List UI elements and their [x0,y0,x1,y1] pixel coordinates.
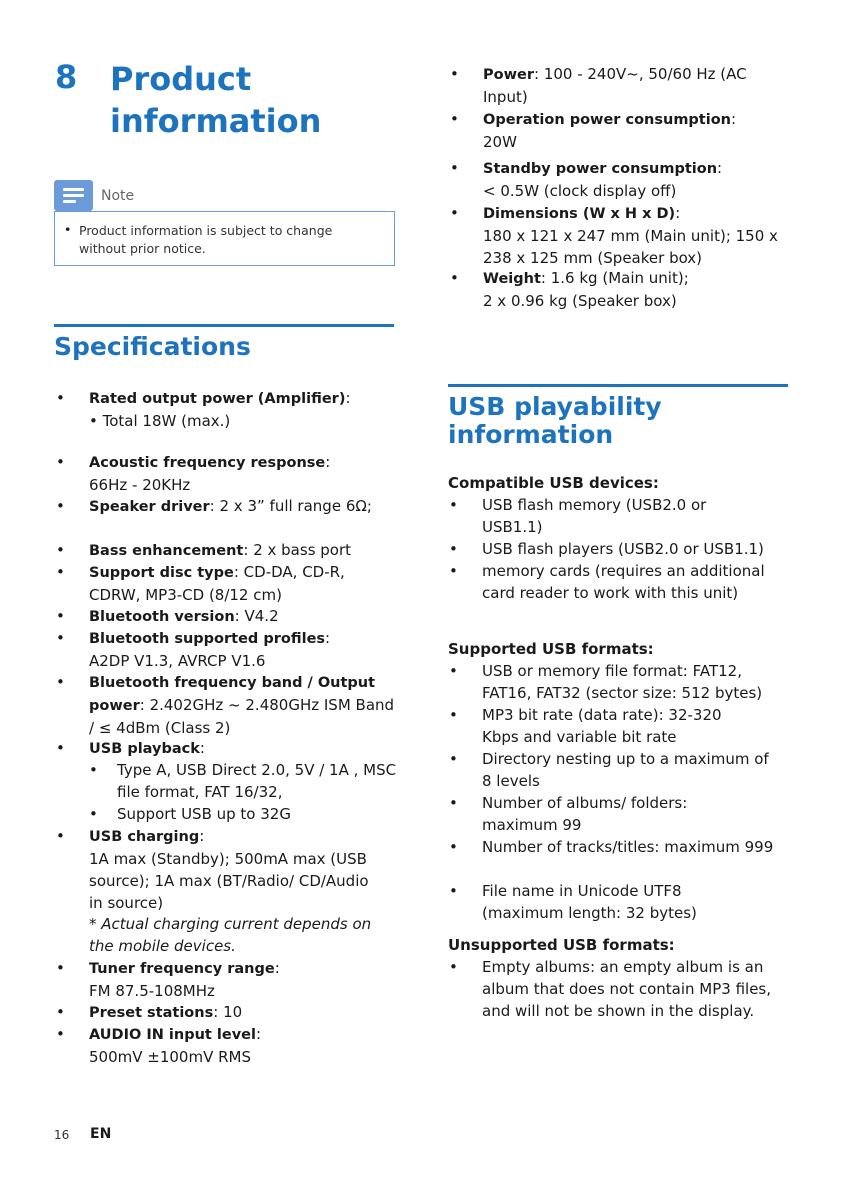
unsupported-item: • Empty albums: an empty album is an album that does not contain MP3 files, and will not be shown in the display. [449,958,772,1020]
spec-item: • Rated output power (Amplifier): • Total 18W (max.) [56,389,351,430]
spec-item: • Bluetooth frequency band / Output power: 2.402GHz ~ 2.480GHz ISM Band / ≤ 4dBm (Class 2) [56,673,395,737]
unsupported-title: Unsupported USB formats: [448,936,675,954]
compatible-item: • USB flash players (USB2.0 or USB1.1) [449,540,764,558]
note-label: Note [101,188,135,204]
supported-item: • MP3 bit rate (data rate): 32-320 Kbps and variable bit rate [449,706,722,746]
specifications-title: Specifications [54,332,251,361]
note-box [54,211,395,266]
spec-item: • USB charging: 1A max (Standby); 500mA max (USB source); 1A max (BT/Radio/ CD/Audio in source) [56,827,369,912]
chapter-title: Product information [110,60,322,140]
spec-item: • USB playback: [56,739,205,757]
right-spec-item: • Dimensions (W x H x D): 180 x 121 x 247 mm (Main unit); 150 x 238 x 125 mm (Speaker box) [450,204,778,267]
spec-item: • AUDIO IN input level: 500mV ±100mV RMS [56,1025,262,1066]
charging-note: * Actual charging current depends on the mobile devices. [89,915,372,955]
spec-item: • Bass enhancement: 2 x bass port [56,541,352,559]
right-spec-item: • Weight: 1.6 kg (Main unit); 2 x 0.96 kg (Speaker box) [450,269,689,310]
spec-item: • Support disc type: CD-DA, CD-R, CDRW, MP3-CD (8/12 cm) [56,563,345,604]
supported-item: • Number of tracks/titles: maximum 999 [449,838,774,856]
supported-item: • Directory nesting up to a maximum of 8 levels [449,750,769,790]
compatible-item: • USB flash memory (USB2.0 or USB1.1) [449,496,707,536]
supported-item: • Number of albums/ folders: maximum 99 [449,794,688,834]
usb-playback-subitem: • Support USB up to 32G [89,805,291,823]
note-text: Product information is subject to change without prior notice. [79,223,333,256]
right-spec-item: • Standby power consumption: < 0.5W (clock display off) [450,159,723,200]
right-spec-item: • Operation power consumption: 20W [450,110,737,151]
usb-rule [448,384,788,387]
page-language: EN [90,1126,112,1142]
usb-playback-subitem: • Type A, USB Direct 2.0, 5V / 1A , MSC file format, FAT 16/32, [89,761,397,801]
supported-title: Supported USB formats: [448,640,654,658]
chapter-number: 8 [55,58,78,96]
specifications-rule [54,324,394,327]
spec-item: • Tuner frequency range: FM 87.5-108MHz [56,959,280,1000]
page-number: 16 [54,1128,70,1142]
spec-item: • Bluetooth supported profiles: A2DP V1.3, AVRCP V1.6 [56,629,331,670]
spec-item: • Speaker driver: 2 x 3” full range 6Ω; [56,497,372,515]
compatible-title: Compatible USB devices: [448,474,659,492]
right-spec-item: • Power: 100 - 240V~, 50/60 Hz (AC Input) [450,65,747,106]
spec-item: • Preset stations: 10 [56,1003,243,1021]
spec-item: • Bluetooth version: V4.2 [56,607,279,625]
note-header [54,180,395,211]
spec-item: • Acoustic frequency response: 66Hz - 20KHz [56,453,331,494]
note-icon [54,180,93,211]
usb-title: USB playability information [448,392,662,449]
note-bullet: • [64,222,72,237]
supported-item: • USB or memory file format: FAT12, FAT16, FAT32 (sector size: 512 bytes) [449,662,763,702]
supported-item: • File name in Unicode UTF8 (maximum length: 32 bytes) [449,882,697,922]
compatible-item: • memory cards (requires an additional card reader to work with this unit) [449,562,765,602]
